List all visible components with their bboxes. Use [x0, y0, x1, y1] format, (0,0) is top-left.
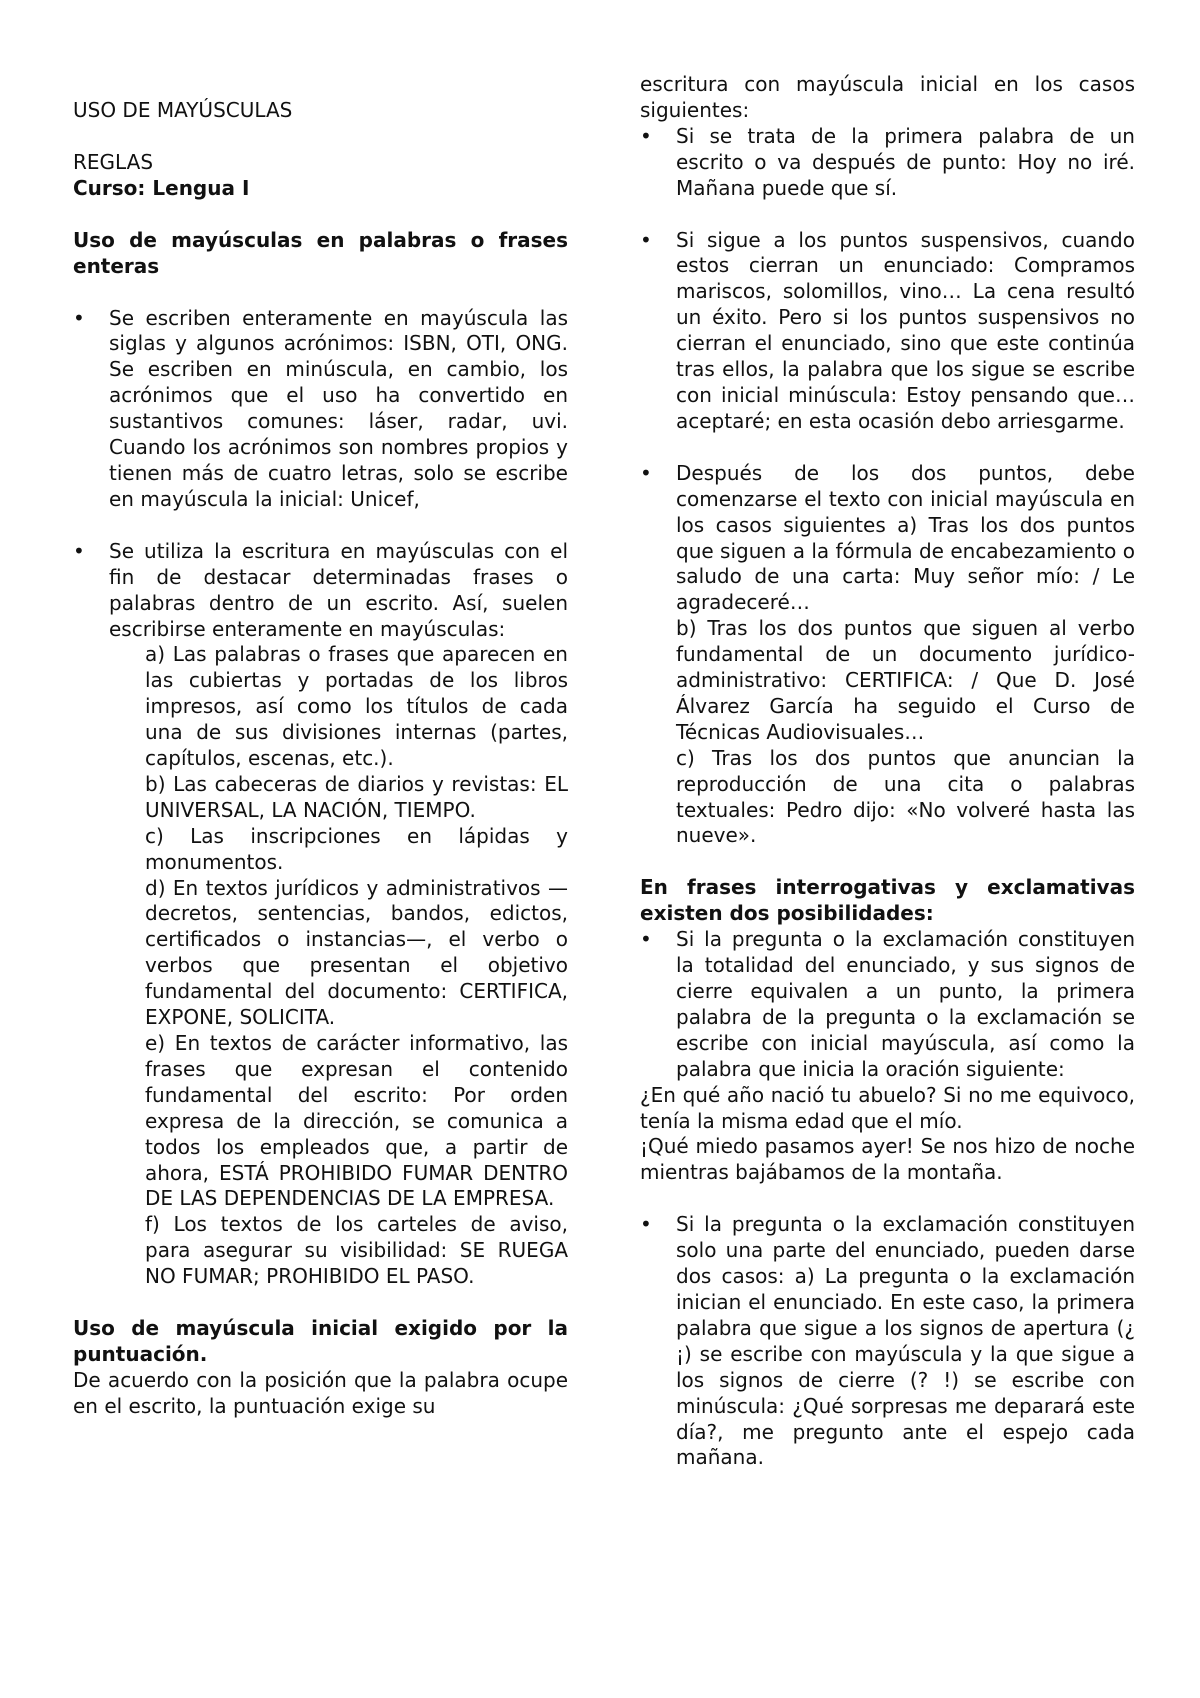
example-exclamation: ¡Qué miedo pasamos ayer! Se nos hizo de noche mientras bajábamos de la montaña. — [640, 1134, 1135, 1185]
sub-item-b: b) Las cabeceras de diarios y revistas: EL UNIVERSAL, LA NACIÓN, TIEMPO. — [145, 771, 568, 822]
section2-intro-continued: escritura con mayúscula inicial en los casos siguientes: — [640, 72, 1135, 122]
section2-list — [640, 124, 1135, 850]
section3-heading: En frases interrogativas y exclamativas existen dos posibilidades: — [640, 875, 1135, 926]
list-item-text: • Se utiliza la escritura en mayúsculas con el fin de destacar determinadas frases o palabras dentro de un escrito. Así, suelen escribirse enteramente en mayúsculas: — [109, 538, 568, 641]
spacer — [640, 849, 1135, 875]
spacer — [640, 202, 1135, 228]
sub-item-b: b) Tras los dos puntos que siguen al verbo fundamental de un documento jurídico-administrativo: CERTIFICA: / Que D. José Álvarez García ha seguido el Curso de Técnicas Audiovisuales… — [676, 616, 1135, 744]
reglas-label: REGLAS — [73, 149, 154, 174]
spacer — [73, 202, 568, 228]
section1-heading: Uso de mayúsculas en palabras o frases enteras — [73, 227, 568, 278]
sub-item-c: c) Tras los dos puntos que anuncian la reproducción de una cita o palabras textuales: Pedro dijo: «No volveré hasta las nueve». — [676, 745, 1135, 848]
sub-item-f: f) Los textos de los carteles de aviso, para asegurar su visibilidad: SE RUEGA NO FUMAR; PROHIBIDO EL PASO. — [145, 1212, 568, 1289]
spacer — [640, 1186, 1135, 1212]
section2-intro: De acuerdo con la posición que la palabra ocupe en el escrito, la puntuación exige su — [73, 1367, 568, 1418]
section1-list — [73, 306, 568, 1291]
sub-item-e: e) En textos de carácter informativo, las frases que expresan el contenido fundamental del escrito: Por orden expresa de la dirección, se comunica a todos los empleados que, a partir de ahora, ESTÁ PROHIBIDO FUMAR DENTRO DE LAS DEPENDENCIAS DE LA EMPRESA. — [145, 1031, 568, 1211]
left-column — [73, 0, 568, 1420]
list-item: • Si la pregunta o la exclamación constituyen la totalidad del enunciado, y sus signos de cierre equivalen a un punto, la primera palabra de la pregunta o la exclamación se escribe con inicial mayúscula, así como la palabra que inicia la oración siguiente: — [640, 927, 1135, 1082]
example-question: ¿En qué año nació tu abuelo? Si no me equivoco, tenía la misma edad que el mío. — [640, 1082, 1135, 1133]
list-item: • Si la pregunta o la exclamación constituyen solo una parte del enunciado, pueden darse dos casos: a) La pregunta o la exclamación inician el enunciado. En este caso, la primera palabra que sigue a los signos de apertura (¿ ¡) se escribe con mayúscula y la que sigue a los signos de cierre (? !) se escribe con minúscula: ¿Qué sorpresas me deparará este día?, me pregunto ante el espejo cada mañana. — [640, 1212, 1135, 1471]
list-item — [640, 461, 1135, 850]
spacer — [73, 280, 568, 306]
section3-list — [640, 927, 1135, 1082]
list-item: • Se escriben enteramente en mayúscula las siglas y algunos acrónimos: ISBN, OTI, ONG. Se escriben en minúscula, en cambio, los acrónimos que el uso ha convertido en sustantivos comunes: láser, radar, uvi. Cuando los acrónimos son nombres propios y tienen más de cuatro letras, solo se escribe en mayúscula la inicial: Unicef, — [73, 306, 568, 513]
list-item-text: • Después de los dos puntos, debe comenzarse el texto con inicial mayúscula en los casos siguientes a) Tras los dos puntos que siguen a la fórmula de encabezamiento o saludo de una carta: Muy señor mío: / Le agradeceré… — [676, 460, 1136, 615]
list-item: • Si sigue a los puntos suspensivos, cuando estos cierran un enunciado: Compramos mariscos, solomillos, vino… La cena resultó un éxito. Pero si los puntos suspensivos no cierran el enunciado, sino que este continúa tras ellos, la palabra que los sigue se escribe con inicial minúscula: Estoy pensando que… aceptaré; en esta ocasión debo arriesgarme. — [640, 228, 1135, 435]
list-item: • Si se trata de la primera palabra de un escrito o va después de punto: Hoy no iré. Mañana puede que sí. — [640, 124, 1135, 202]
right-column — [640, 0, 1135, 1471]
page-title: USO DE MAYÚSCULAS — [73, 98, 293, 122]
section3-list-2 — [640, 1212, 1135, 1471]
spacer — [73, 1290, 568, 1316]
course-label: Curso: Lengua I — [73, 175, 250, 200]
sub-item-c: c) Las inscripciones en lápidas y monumentos. — [145, 823, 568, 874]
list-item — [73, 539, 568, 1290]
section2-heading: Uso de mayúscula inicial exigido por la puntuación. — [73, 1316, 568, 1366]
sub-item-a: a) Las palabras o frases que aparecen en las cubiertas y portadas de los libros impresos, así como los títulos de cada una de sus divisiones internas (partes, capítulos, escenas, etc.). — [145, 642, 568, 771]
sub-item-d: d) En textos jurídicos y administrativos —decretos, sentencias, bandos, edictos, certificados o instancias—, el verbo o verbos que presentan el objetivo fundamental del documento: CERTIFICA, EXPONE, SOLICITA. — [145, 875, 568, 1030]
spacer — [640, 435, 1135, 461]
spacer — [73, 513, 568, 539]
